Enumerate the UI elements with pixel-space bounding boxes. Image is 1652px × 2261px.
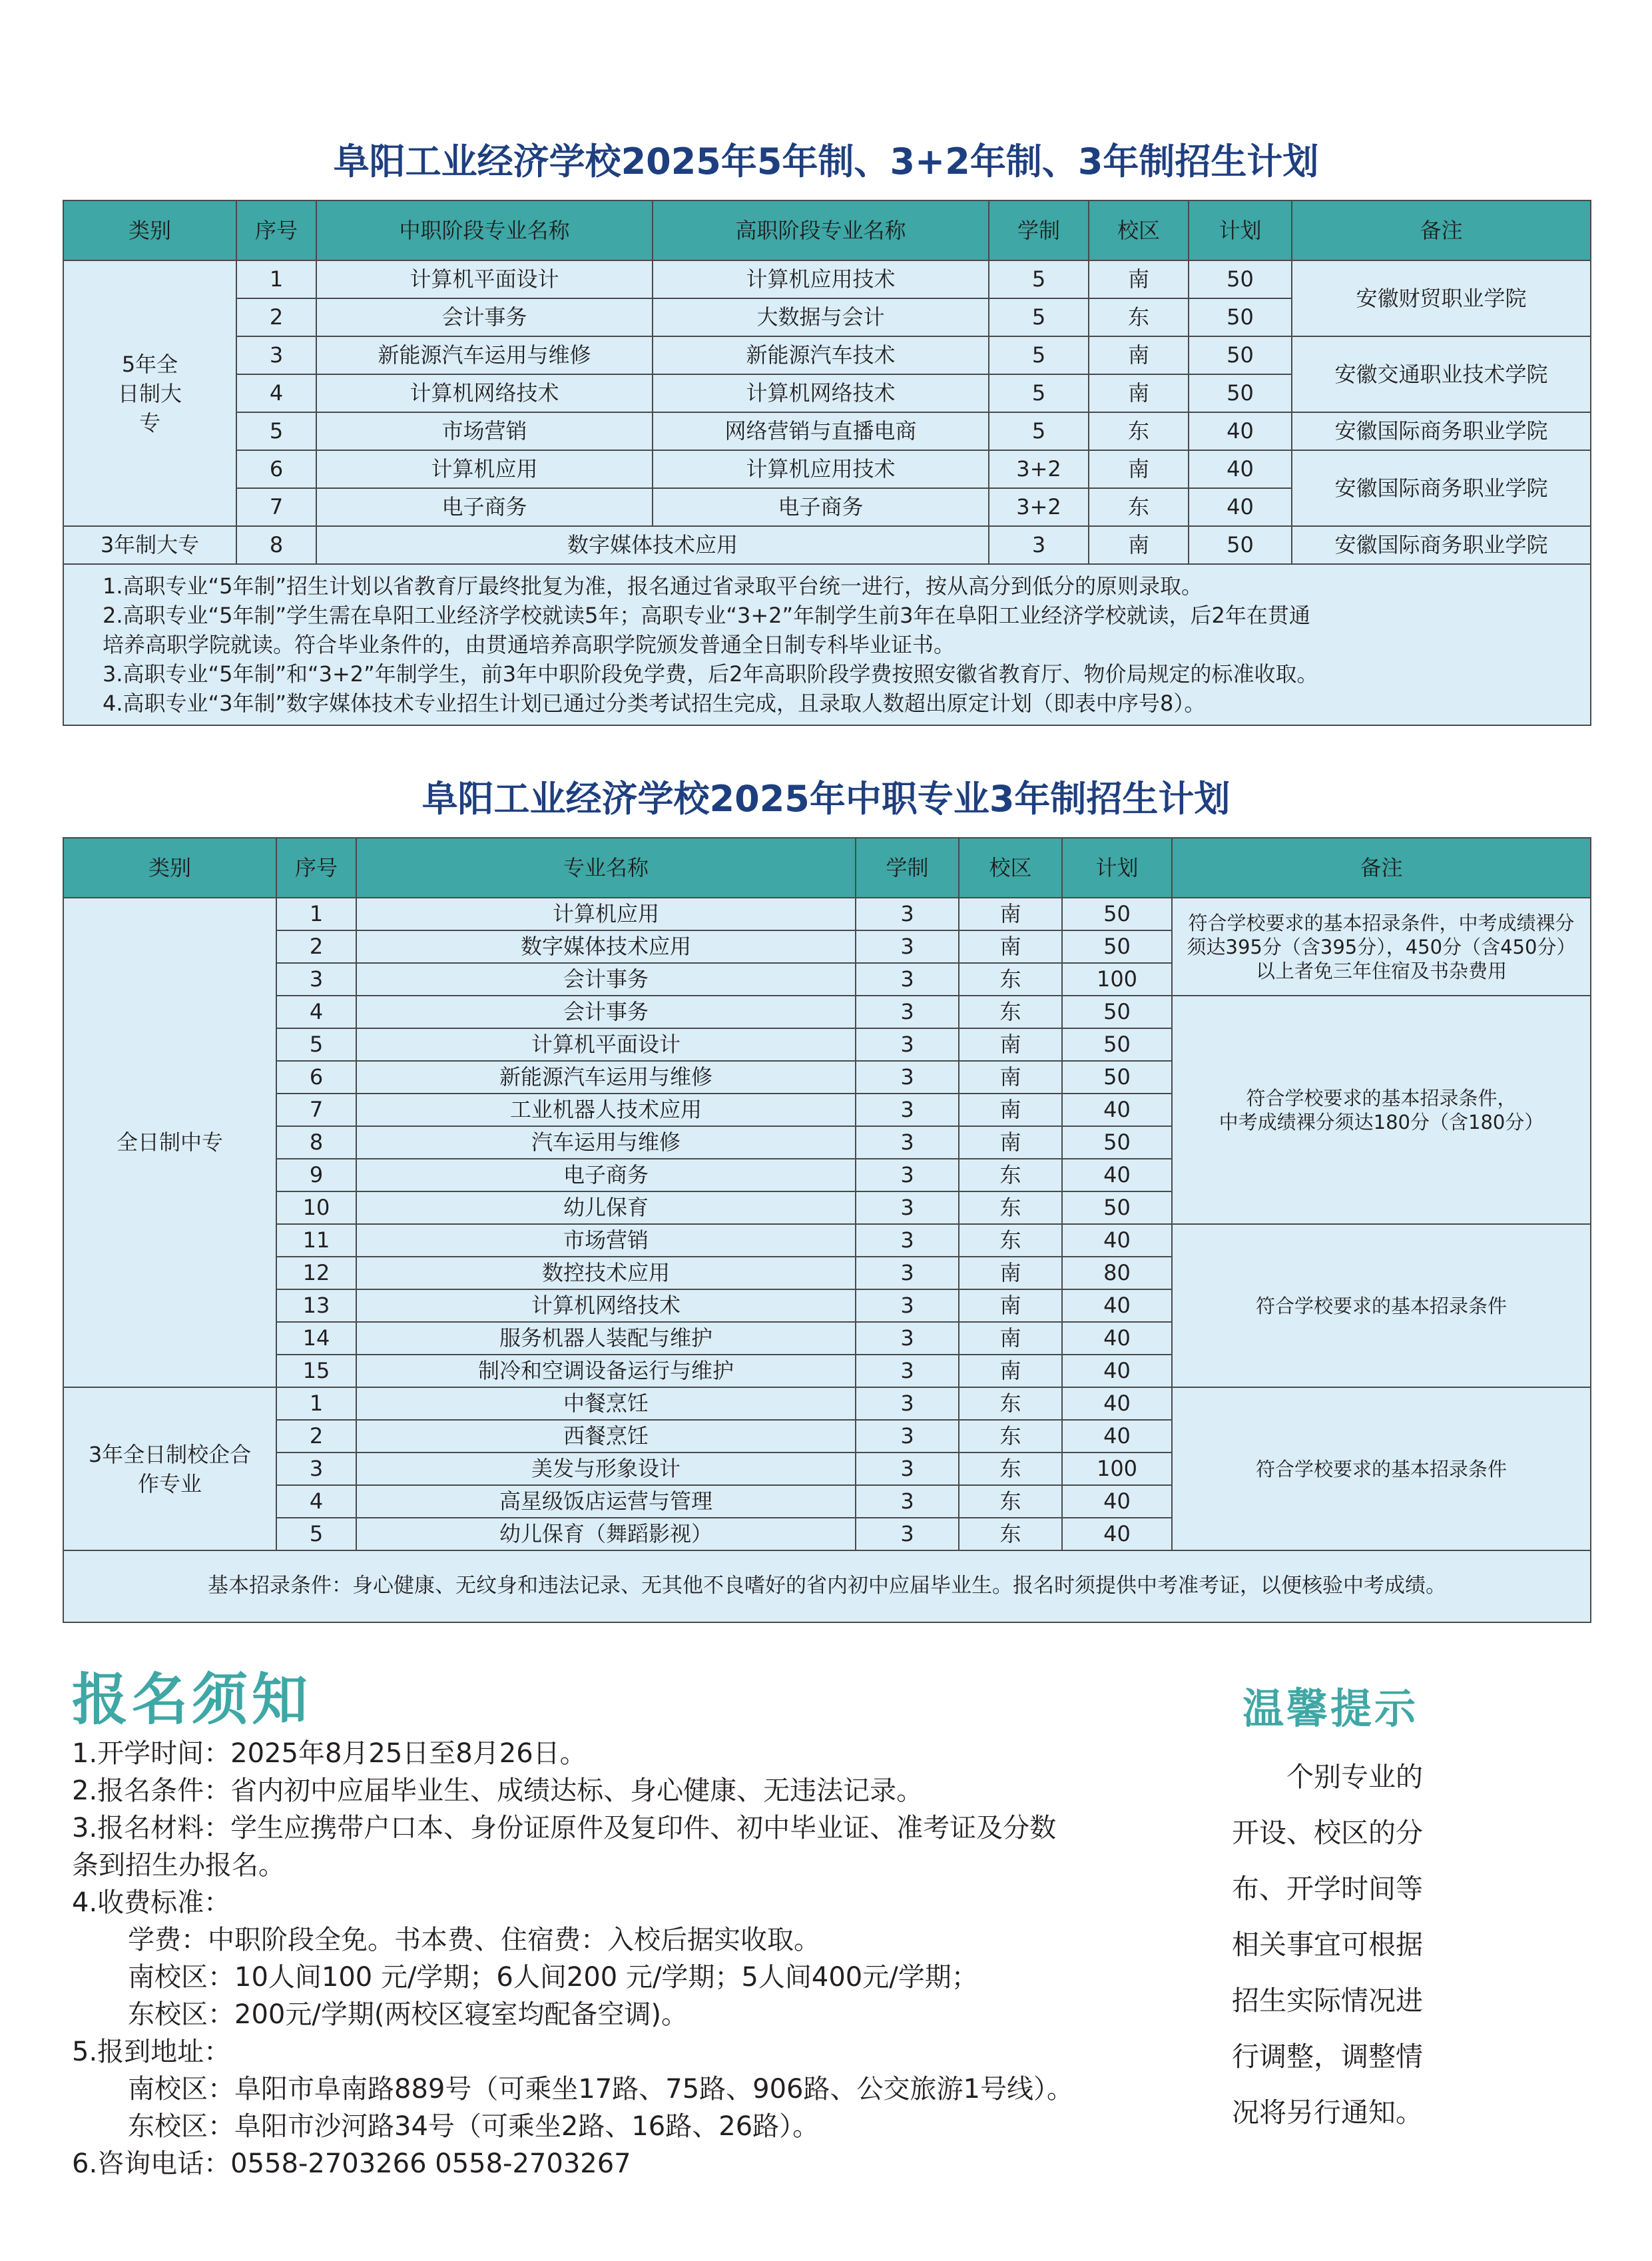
table-cell: 4 [276, 996, 356, 1028]
table-cell: 东 [959, 1453, 1062, 1485]
table-cell: 南 [959, 930, 1062, 963]
table-cell: 东 [1089, 488, 1189, 526]
table-cell: 50 [1062, 1028, 1172, 1061]
notice-title: 报名须知 [72, 1667, 312, 1732]
table-cell: 3+2 [989, 488, 1089, 526]
table-cell: 4 [276, 1485, 356, 1518]
table-cell: 3 [989, 526, 1089, 564]
table-cell: 西餐烹饪 [356, 1420, 856, 1453]
table-cell: 50 [1062, 930, 1172, 963]
table-cell: 3 [856, 963, 959, 996]
table-cell: 市场营销 [316, 412, 653, 450]
table-cell: 8 [236, 526, 316, 564]
table-cell: 3+2 [989, 450, 1089, 488]
tips-line: 个别专业的 [1286, 1761, 1423, 1793]
remark-line: 以上者免三年住宿及书杂费用 [1255, 959, 1507, 982]
table-cell: 3 [856, 1094, 959, 1126]
table-cell: 新能源汽车运用与维修 [356, 1061, 856, 1094]
remark-cell: 符合学校要求的基本招录条件 [1172, 1224, 1591, 1387]
table-cell: 12 [276, 1257, 356, 1289]
table-cell: 5 [989, 374, 1089, 412]
tips-text [1232, 1749, 1452, 2140]
tips-line: 况将另行通知。 [1232, 2097, 1423, 2128]
table-cell: 3 [276, 1453, 356, 1485]
plan2-table [63, 837, 1591, 1623]
header-cell: 类别 [63, 200, 236, 260]
table-cell: 50 [1189, 260, 1292, 298]
table-cell: 7 [276, 1094, 356, 1126]
list-item: 1.开学时间：2025年8月25日至8月26日。 [72, 1738, 587, 1769]
table-cell: 新能源汽车技术 [653, 336, 989, 374]
table-cell: 汽车运用与维修 [356, 1126, 856, 1159]
table-cell: 40 [1062, 1224, 1172, 1257]
table-cell: 5 [276, 1518, 356, 1550]
table-cell: 数字媒体技术应用 [356, 930, 856, 963]
table-cell: 南 [959, 1322, 1062, 1355]
category-cell [63, 260, 236, 526]
table-cell: 3 [856, 1061, 959, 1094]
list-item: 南校区：10人间100 元/学期；6人间200 元/学期；5人间400元/学期； [128, 1962, 978, 1993]
table-cell: 3 [856, 1322, 959, 1355]
table-cell: 3 [856, 1289, 959, 1322]
table-cell: 80 [1062, 1257, 1172, 1289]
table-cell: 东 [1089, 412, 1189, 450]
table-cell: 南 [1089, 450, 1189, 488]
table-cell: 南 [959, 1094, 1062, 1126]
table-cell: 中餐烹饪 [356, 1387, 856, 1420]
table-cell: 南 [959, 898, 1062, 930]
table-cell: 计算机应用 [316, 450, 653, 488]
table-cell: 南 [959, 1355, 1062, 1387]
table-cell: 10 [276, 1191, 356, 1224]
tips-line: 开设、校区的分 [1232, 1817, 1423, 1849]
table-cell: 40 [1062, 1355, 1172, 1387]
remark-cell: 安徽交通职业技术学院 [1292, 336, 1591, 412]
table-cell: 11 [276, 1224, 356, 1257]
remark-line: 符合学校要求的基本招录条件，中考成绩裸分 [1188, 911, 1575, 934]
table-cell: 3 [856, 1126, 959, 1159]
table-cell: 南 [1089, 260, 1189, 298]
table-cell: 数控技术应用 [356, 1257, 856, 1289]
category-cell [63, 1387, 276, 1550]
tips-line: 行调整，调整情 [1232, 2041, 1423, 2073]
table-header-row [63, 838, 1591, 898]
table-cell: 14 [276, 1322, 356, 1355]
table-cell: 计算机平面设计 [316, 260, 653, 298]
table-cell: 3 [856, 1028, 959, 1061]
table-cell: 2 [236, 298, 316, 336]
note-line: 2.高职专业“5年制”学生需在阜阳工业经济学校就读5年；高职专业“3+2”年制学生前3年在阜阳工业经济学校就读，后2年在贯通 [103, 603, 1310, 628]
table-cell: 50 [1062, 996, 1172, 1028]
table-cell: 8 [276, 1126, 356, 1159]
table-cell: 3 [236, 336, 316, 374]
table-cell: 电子商务 [356, 1159, 856, 1191]
table-row [63, 336, 1591, 374]
header-cell: 学制 [989, 200, 1089, 260]
table-cell: 50 [1189, 336, 1292, 374]
table-cell: 东 [959, 1387, 1062, 1420]
table-cell: 4 [236, 374, 316, 412]
table-cell: 5 [989, 336, 1089, 374]
remark-line: 须达395分（含395分），450分（含450分） [1187, 935, 1576, 958]
table-cell: 幼儿保育（舞蹈影视） [356, 1518, 856, 1550]
table-cell: 40 [1062, 1485, 1172, 1518]
header-cell: 计划 [1062, 838, 1172, 898]
table-cell: 100 [1062, 1453, 1172, 1485]
table-row [63, 898, 1591, 930]
header-cell: 备注 [1292, 200, 1591, 260]
table-cell: 50 [1062, 898, 1172, 930]
remark-cell [1172, 996, 1591, 1224]
table-cell: 3 [856, 1257, 959, 1289]
table-cell: 计算机网络技术 [316, 374, 653, 412]
table-row [63, 450, 1591, 488]
list-item: 6.咨询电话：0558-2703266 0558-2703267 [72, 2148, 631, 2179]
table-cell: 东 [1089, 298, 1189, 336]
table-cell: 6 [276, 1061, 356, 1094]
table-row [63, 526, 1591, 564]
table-cell: 南 [1089, 374, 1189, 412]
table-cell: 南 [959, 1289, 1062, 1322]
table-cell: 南 [959, 1126, 1062, 1159]
remark-cell [1172, 898, 1591, 996]
category-label: 3年全日制校企合作专业 [88, 1441, 252, 1496]
remark-cell: 安徽国际商务职业学院 [1292, 450, 1591, 526]
table-cell: 3 [856, 1518, 959, 1550]
table-cell: 3 [856, 930, 959, 963]
table-cell: 南 [959, 1028, 1062, 1061]
table-cell: 东 [959, 1518, 1062, 1550]
note-line: 3.高职专业“5年制”和“3+2”年制学生，前3年中职阶段免学费，后2年高职阶段学费按照安徽省教育厅、物价局规定的标准收取。 [103, 661, 1318, 687]
tips-line: 布、开学时间等 [1232, 1873, 1423, 1905]
notes-cell [63, 564, 1591, 725]
table-cell: 7 [236, 488, 316, 526]
table-cell: 会计事务 [316, 298, 653, 336]
table-cell: 东 [959, 963, 1062, 996]
table-cell: 东 [959, 1191, 1062, 1224]
table-cell: 会计事务 [356, 996, 856, 1028]
note-line: 1.高职专业“5年制”招生计划以省教育厅最终批复为准，报名通过省录取平台统一进行，按从高分到低分的原则录取。 [103, 573, 1203, 599]
table-cell: 50 [1189, 374, 1292, 412]
table-cell: 3 [856, 898, 959, 930]
table-cell: 3 [856, 1485, 959, 1518]
table-cell: 5 [236, 412, 316, 450]
table-cell: 计算机应用技术 [653, 450, 989, 488]
header-cell: 中职阶段专业名称 [316, 200, 653, 260]
table-cell: 工业机器人技术应用 [356, 1094, 856, 1126]
table-cell: 50 [1062, 1191, 1172, 1224]
table-cell: 市场营销 [356, 1224, 856, 1257]
table-cell: 40 [1189, 412, 1292, 450]
table-cell: 40 [1062, 1094, 1172, 1126]
table-cell: 6 [236, 450, 316, 488]
header-cell: 校区 [1089, 200, 1189, 260]
table-cell: 计算机网络技术 [653, 374, 989, 412]
category-cell: 全日制中专 [63, 898, 276, 1387]
list-item: 东校区：阜阳市沙河路34号（可乘坐2路、16路、26路）。 [128, 2111, 820, 2142]
header-cell: 序号 [276, 838, 356, 898]
table-row [63, 1387, 1591, 1420]
tips-title: 温馨提示 [1242, 1684, 1419, 1733]
table-header-row [63, 200, 1591, 260]
table-cell: 9 [276, 1159, 356, 1191]
table-cell: 3 [856, 1387, 959, 1420]
list-item: 4.收费标准： [72, 1887, 231, 1918]
table-cell: 计算机应用 [356, 898, 856, 930]
header-cell: 高职阶段专业名称 [653, 200, 989, 260]
list-item: 南校区：阜阳市阜南路889号（可乘坐17路、75路、906路、公交旅游1号线）。 [128, 2074, 1073, 2104]
table-cell: 3 [856, 1224, 959, 1257]
table-cell: 40 [1062, 1322, 1172, 1355]
plan1-title: 阜阳工业经济学校2025年5年制、3+2年制、3年制招生计划 [333, 141, 1319, 182]
table-cell: 服务机器人装配与维护 [356, 1322, 856, 1355]
table-cell: 3 [856, 1159, 959, 1191]
table-cell: 高星级饭店运营与管理 [356, 1485, 856, 1518]
notes-cell: 基本招录条件：身心健康、无纹身和违法记录、无其他不良嗜好的省内初中应届毕业生。报名时须提供中考准考证，以便核验中考成绩。 [63, 1550, 1591, 1622]
table-cell: 东 [959, 1224, 1062, 1257]
table-cell: 新能源汽车运用与维修 [316, 336, 653, 374]
table-cell: 40 [1062, 1159, 1172, 1191]
list-item: 学费：中职阶段全免。书本费、住宿费：入校后据实收取。 [128, 1925, 820, 1955]
table-cell: 40 [1189, 488, 1292, 526]
notes-row [63, 564, 1591, 725]
notes-row [63, 1550, 1591, 1622]
table-cell: 1 [276, 1387, 356, 1420]
table-cell: 40 [1062, 1420, 1172, 1453]
table-cell: 大数据与会计 [653, 298, 989, 336]
table-cell: 15 [276, 1355, 356, 1387]
note-line: 培养高职学院就读。符合毕业条件的，由贯通培养高职学院颁发普通全日制专科毕业证书。 [103, 632, 956, 657]
remark-cell: 符合学校要求的基本招录条件 [1172, 1387, 1591, 1550]
table-cell: 东 [959, 996, 1062, 1028]
table-cell: 100 [1062, 963, 1172, 996]
table-cell: 50 [1189, 526, 1292, 564]
table-cell: 5 [276, 1028, 356, 1061]
table-cell: 计算机平面设计 [356, 1028, 856, 1061]
table-cell: 3 [856, 1420, 959, 1453]
header-cell: 计划 [1189, 200, 1292, 260]
remark-cell: 安徽财贸职业学院 [1292, 260, 1591, 336]
remark-cell: 安徽国际商务职业学院 [1292, 526, 1591, 564]
tips-line: 招生实际情况进 [1232, 1985, 1423, 2017]
remark-line: 中考成绩裸分须达180分（含180分） [1219, 1110, 1544, 1133]
header-cell: 序号 [236, 200, 316, 260]
table-cell: 50 [1062, 1061, 1172, 1094]
table-cell: 2 [276, 1420, 356, 1453]
table-row [63, 1224, 1591, 1257]
table-cell: 50 [1189, 298, 1292, 336]
table-cell: 美发与形象设计 [356, 1453, 856, 1485]
table-cell: 东 [959, 1485, 1062, 1518]
note-line: 4.高职专业“3年制”数字媒体技术专业招生计划已通过分类考试招生完成，且录取人数超出原定计划（即表中序号8）。 [103, 691, 1206, 716]
table-cell: 40 [1062, 1518, 1172, 1550]
category-cell: 3年制大专 [63, 526, 236, 564]
table-cell: 东 [959, 1159, 1062, 1191]
table-cell: 3 [276, 963, 356, 996]
table-cell: 40 [1062, 1289, 1172, 1322]
table-cell: 计算机网络技术 [356, 1289, 856, 1322]
list-item: 条到招生办报名。 [72, 1850, 285, 1881]
table-cell: 40 [1189, 450, 1292, 488]
table-row [63, 996, 1591, 1028]
table-cell: 制冷和空调设备运行与维护 [356, 1355, 856, 1387]
table-cell: 会计事务 [356, 963, 856, 996]
header-cell: 备注 [1172, 838, 1591, 898]
table-cell: 网络营销与直播电商 [653, 412, 989, 450]
header-cell: 校区 [959, 838, 1062, 898]
table-cell: 5 [989, 260, 1089, 298]
list-item: 东校区：200元/学期(两校区寝室均配备空调)。 [128, 1999, 688, 2030]
category-label: 5年全日制大专 [117, 351, 182, 436]
tips-line: 相关事宜可根据 [1232, 1929, 1423, 1961]
plan2-title: 阜阳工业经济学校2025年中职专业3年制招生计划 [421, 778, 1231, 820]
table-cell: 40 [1062, 1387, 1172, 1420]
remark-line: 符合学校要求的基本招录条件， [1246, 1086, 1517, 1110]
table-cell: 南 [1089, 526, 1189, 564]
table-cell: 幼儿保育 [356, 1191, 856, 1224]
header-cell: 学制 [856, 838, 959, 898]
header-cell: 专业名称 [356, 838, 856, 898]
table-cell: 南 [959, 1257, 1062, 1289]
table-cell: 13 [276, 1289, 356, 1322]
table-cell: 3 [856, 1453, 959, 1485]
table-cell: 南 [1089, 336, 1189, 374]
table-cell: 3 [856, 1191, 959, 1224]
header-cell: 类别 [63, 838, 276, 898]
table-cell: 5 [989, 412, 1089, 450]
table-row [63, 412, 1591, 450]
table-cell: 50 [1062, 1126, 1172, 1159]
list-item: 2.报名条件：省内初中应届毕业生、成绩达标、身心健康、无违法记录。 [72, 1776, 924, 1806]
table-cell: 5 [989, 298, 1089, 336]
remark-cell: 安徽国际商务职业学院 [1292, 412, 1591, 450]
table-cell: 1 [236, 260, 316, 298]
table-row [63, 260, 1591, 298]
table-cell: 电子商务 [653, 488, 989, 526]
table-cell: 电子商务 [316, 488, 653, 526]
table-cell: 2 [276, 930, 356, 963]
notice-list [72, 1735, 1151, 2182]
table-cell: 3 [856, 996, 959, 1028]
table-cell: 计算机应用技术 [653, 260, 989, 298]
table-cell: 数字媒体技术应用 [316, 526, 989, 564]
table-cell: 1 [276, 898, 356, 930]
table-cell: 3 [856, 1355, 959, 1387]
table-cell: 南 [959, 1061, 1062, 1094]
table-cell: 东 [959, 1420, 1062, 1453]
list-item: 5.报到地址： [72, 2037, 231, 2067]
plan1-table [63, 200, 1591, 726]
list-item: 3.报名材料：学生应携带户口本、身份证原件及复印件、初中毕业证、准考证及分数 [72, 1813, 1057, 1843]
